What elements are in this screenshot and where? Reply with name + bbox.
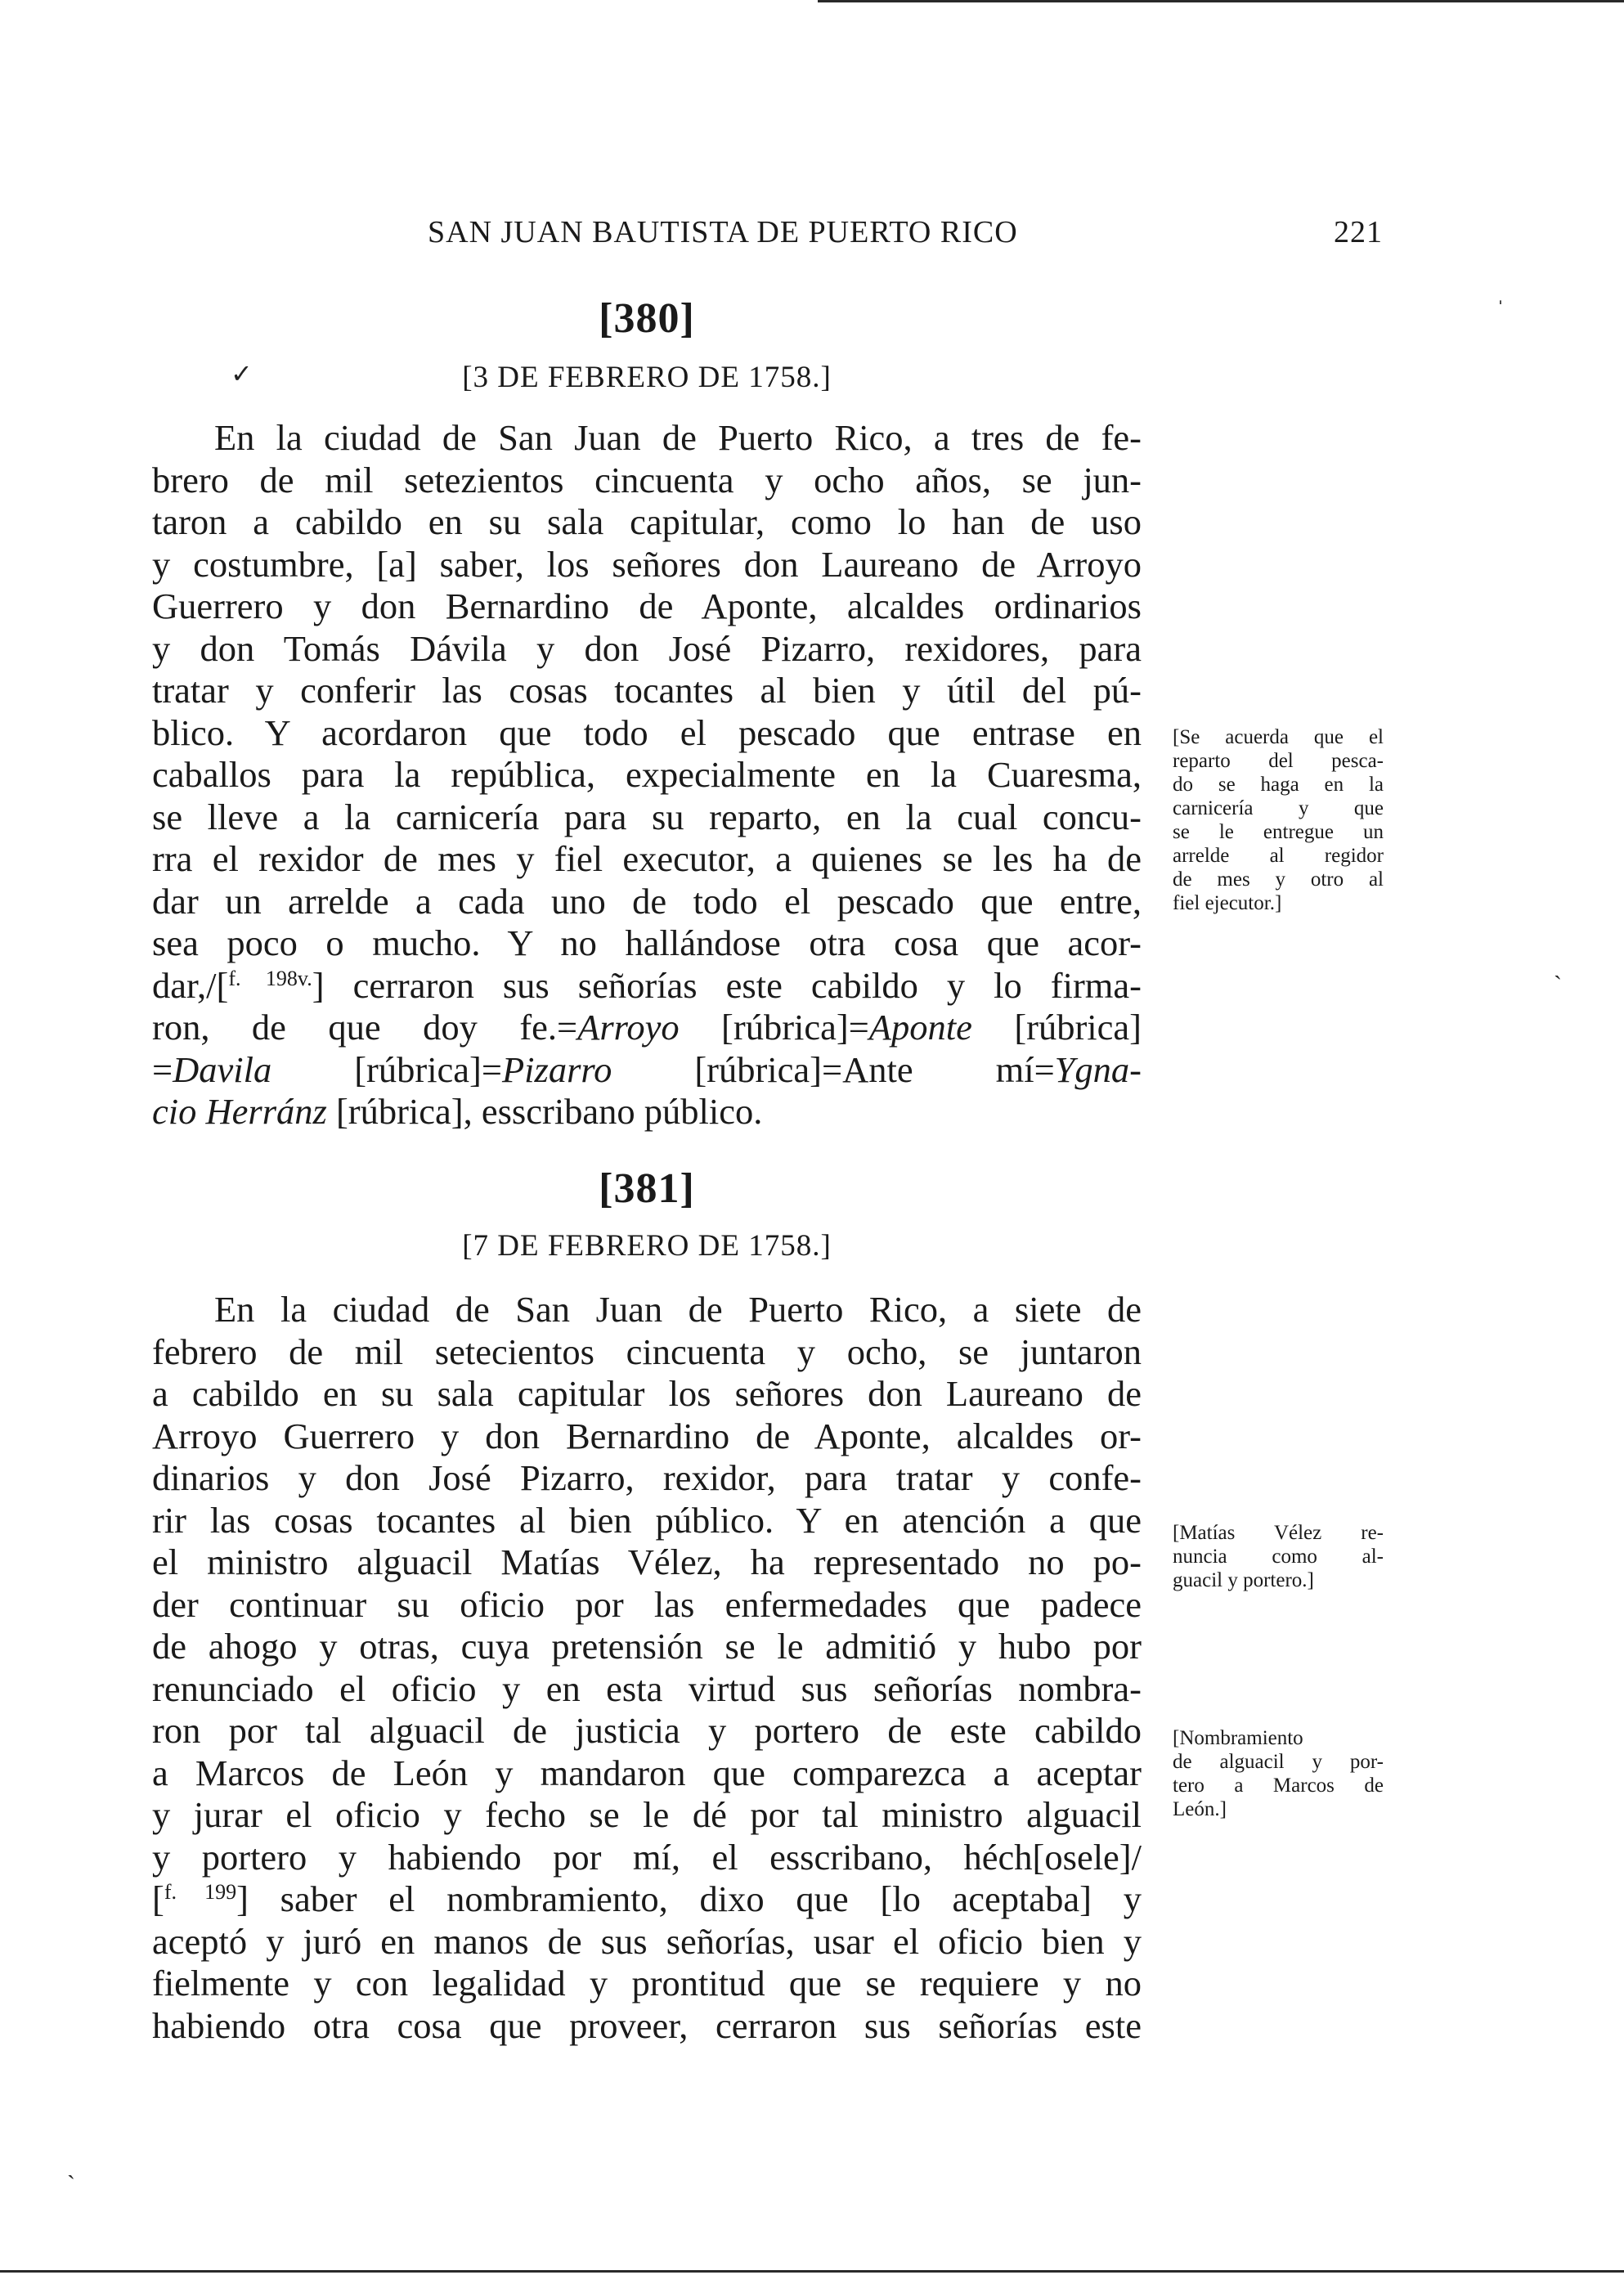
- text-line: ron por tal alguacil de justicia y portero de este cabildo: [152, 1710, 1142, 1751]
- bottom-rule: [0, 2270, 1624, 2273]
- running-head: [152, 214, 1383, 263]
- note-line: nuncia como al-: [1173, 1546, 1384, 1568]
- rubrica: [rúbrica]=: [679, 1007, 869, 1048]
- text-line: habiendo otra cosa que proveer, cerraron sus señorías este: [152, 2004, 1142, 2046]
- rubrica: [rúbrica]=Ante mí=: [612, 1048, 1055, 1090]
- text-fragment: =: [152, 1048, 173, 1090]
- text-line: el ministro alguacil Matías Vélez, ha representado no po-: [152, 1541, 1142, 1582]
- text-line: y portero y habiendo por mí, el esscribano, héch[osele]/: [152, 1836, 1142, 1878]
- text-line: a Marcos de León y mandaron que comparezca a aceptar: [152, 1752, 1142, 1793]
- signature-herranz: cio Herránz: [152, 1091, 327, 1132]
- signature-ygnacio: Ygna-: [1054, 1048, 1142, 1090]
- text-line: Guerrero y don Bernardino de Aponte, alcaldes ordinarios: [152, 586, 1142, 626]
- text-line: dinarios y don José Pizarro, rexidor, para tratar y confe-: [152, 1457, 1142, 1498]
- text-line: a cabildo en su sala capitular los señores don Laureano de: [152, 1373, 1142, 1414]
- note-line: do se haga en la: [1173, 774, 1384, 796]
- entry-380-date: [3 DE FEBRERO DE 1758.]: [462, 361, 832, 394]
- text-line: se lleve a la carnicería para su reparto, en la cual concu-: [152, 796, 1142, 837]
- speck-mark: ˎ: [1554, 953, 1562, 980]
- rubrica: [rúbrica]=: [271, 1048, 502, 1090]
- entry-381-body: [152, 1289, 1142, 2047]
- text-line: dar un arrelde a cada uno de todo el pescado que entre,: [152, 880, 1142, 922]
- entry-381-date: [7 DE FEBRERO DE 1758.]: [462, 1229, 832, 1263]
- signature-davila: Davila: [173, 1048, 272, 1090]
- entry-380-number: [380]: [599, 295, 695, 342]
- check-mark: ✓: [231, 359, 253, 388]
- text-line: blico. Y acordaron que todo el pescado que entrase en: [152, 711, 1142, 753]
- text-line: febrero de mil setecientos cincuenta y ocho, se juntaron: [152, 1330, 1142, 1372]
- text-line: [152, 1091, 1142, 1133]
- text-line: fielmente y con legalidad y prontitud que se requiere y no: [152, 1963, 1142, 2004]
- note-line: de mes y otro al: [1173, 868, 1384, 891]
- text-fragment: dar,/[: [152, 964, 229, 1006]
- note-line: carnicería y que: [1173, 797, 1384, 819]
- signature-pizarro: Pizarro: [501, 1048, 612, 1090]
- note-line: de alguacil y por-: [1173, 1751, 1384, 1773]
- note-line: arrelde al regidor: [1173, 845, 1384, 867]
- text-line: Arroyo Guerrero y don Bernardino de Aponte, alcaldes or-: [152, 1415, 1142, 1456]
- stroke-mark: ˏ: [67, 2152, 75, 2179]
- note-line: se le entregue un: [1173, 821, 1384, 843]
- note-line: guacil y portero.]: [1173, 1569, 1314, 1591]
- text-line: [152, 1007, 1142, 1049]
- margin-note-fish-distribution: [1173, 725, 1384, 915]
- entry-381-number: [381]: [599, 1165, 695, 1212]
- folio-reference: f. 199: [164, 1880, 237, 1904]
- text-fragment: [rúbrica], esscribano público.: [326, 1091, 763, 1132]
- speck-mark: ˈ: [1496, 296, 1505, 323]
- note-line: [Nombramiento: [1173, 1727, 1303, 1749]
- text-line: y don Tomás Dávila y don José Pizarro, rexidores, para: [152, 627, 1142, 669]
- signature-aponte: Aponte: [868, 1007, 972, 1048]
- running-title: SAN JUAN BAUTISTA DE PUERTO RICO: [428, 215, 1018, 249]
- page-number: 221: [1334, 215, 1383, 249]
- text-line: de ahogo y otras, cuya pretensión se le admitió y hubo por: [152, 1626, 1142, 1667]
- note-line: [Matías Vélez re-: [1173, 1522, 1384, 1544]
- text-fragment: ] saber el nombramiento, dixo que [lo aceptaba] y: [236, 1878, 1142, 1919]
- text-line: rra el rexidor de mes y fiel executor, a quienes se les ha de: [152, 838, 1142, 879]
- top-rule: [818, 0, 1624, 2]
- text-line: En la ciudad de San Juan de Puerto Rico, a tres de fe-: [214, 417, 1142, 458]
- rubrica: [rúbrica]: [971, 1007, 1142, 1048]
- text-fragment: ron, de que doy fe.=: [152, 1007, 578, 1048]
- text-line: brero de mil setezientos cincuenta y ocho años, se jun-: [152, 459, 1142, 500]
- text-fragment: ] cerraron sus señorías este cabildo y lo firma-: [312, 964, 1142, 1006]
- text-line: [152, 1049, 1142, 1092]
- text-fragment: [: [152, 1878, 164, 1919]
- entry-380-body: [152, 417, 1142, 1133]
- text-line: der continuar su oficio por las enfermedades que padece: [152, 1583, 1142, 1625]
- text-line: y costumbre, [a] saber, los señores don Laureano de Arroyo: [152, 543, 1142, 585]
- note-line: [Se acuerda que el: [1173, 726, 1384, 748]
- text-line: caballos para la república, expecialmente en la Cuaresma,: [152, 754, 1142, 795]
- text-line: sea poco o mucho. Y no hallándose otra cosa que acor-: [152, 922, 1142, 963]
- text-line: [152, 1878, 1142, 1921]
- text-line: taron a cabildo en su sala capitular, como lo han de uso: [152, 501, 1142, 542]
- note-line: reparto del pesca-: [1173, 750, 1384, 772]
- text-line: aceptó y juró en manos de sus señorías, usar el oficio bien y: [152, 1920, 1142, 1962]
- folio-reference: f. 198v.: [228, 966, 312, 990]
- note-line: León.]: [1173, 1798, 1227, 1820]
- text-line: rir las cosas tocantes al bien público. Y en atención a que: [152, 1499, 1142, 1541]
- text-line: renunciado el oficio y en esta virtud sus señorías nombra-: [152, 1667, 1142, 1709]
- margin-note-velez-resigns: [1173, 1521, 1384, 1592]
- margin-note-leon-appointment: [1173, 1726, 1384, 1821]
- text-line: En la ciudad de San Juan de Puerto Rico, a siete de: [214, 1289, 1142, 1330]
- note-line: fiel ejecutor.]: [1173, 892, 1282, 914]
- text-line: [152, 965, 1142, 1007]
- text-line: y jurar el oficio y fecho se le dé por tal ministro alguacil: [152, 1794, 1142, 1835]
- text-line: tratar y conferir las cosas tocantes al bien y útil del pú-: [152, 670, 1142, 711]
- signature-arroyo: Arroyo: [577, 1007, 680, 1048]
- note-line: tero a Marcos de: [1173, 1775, 1384, 1797]
